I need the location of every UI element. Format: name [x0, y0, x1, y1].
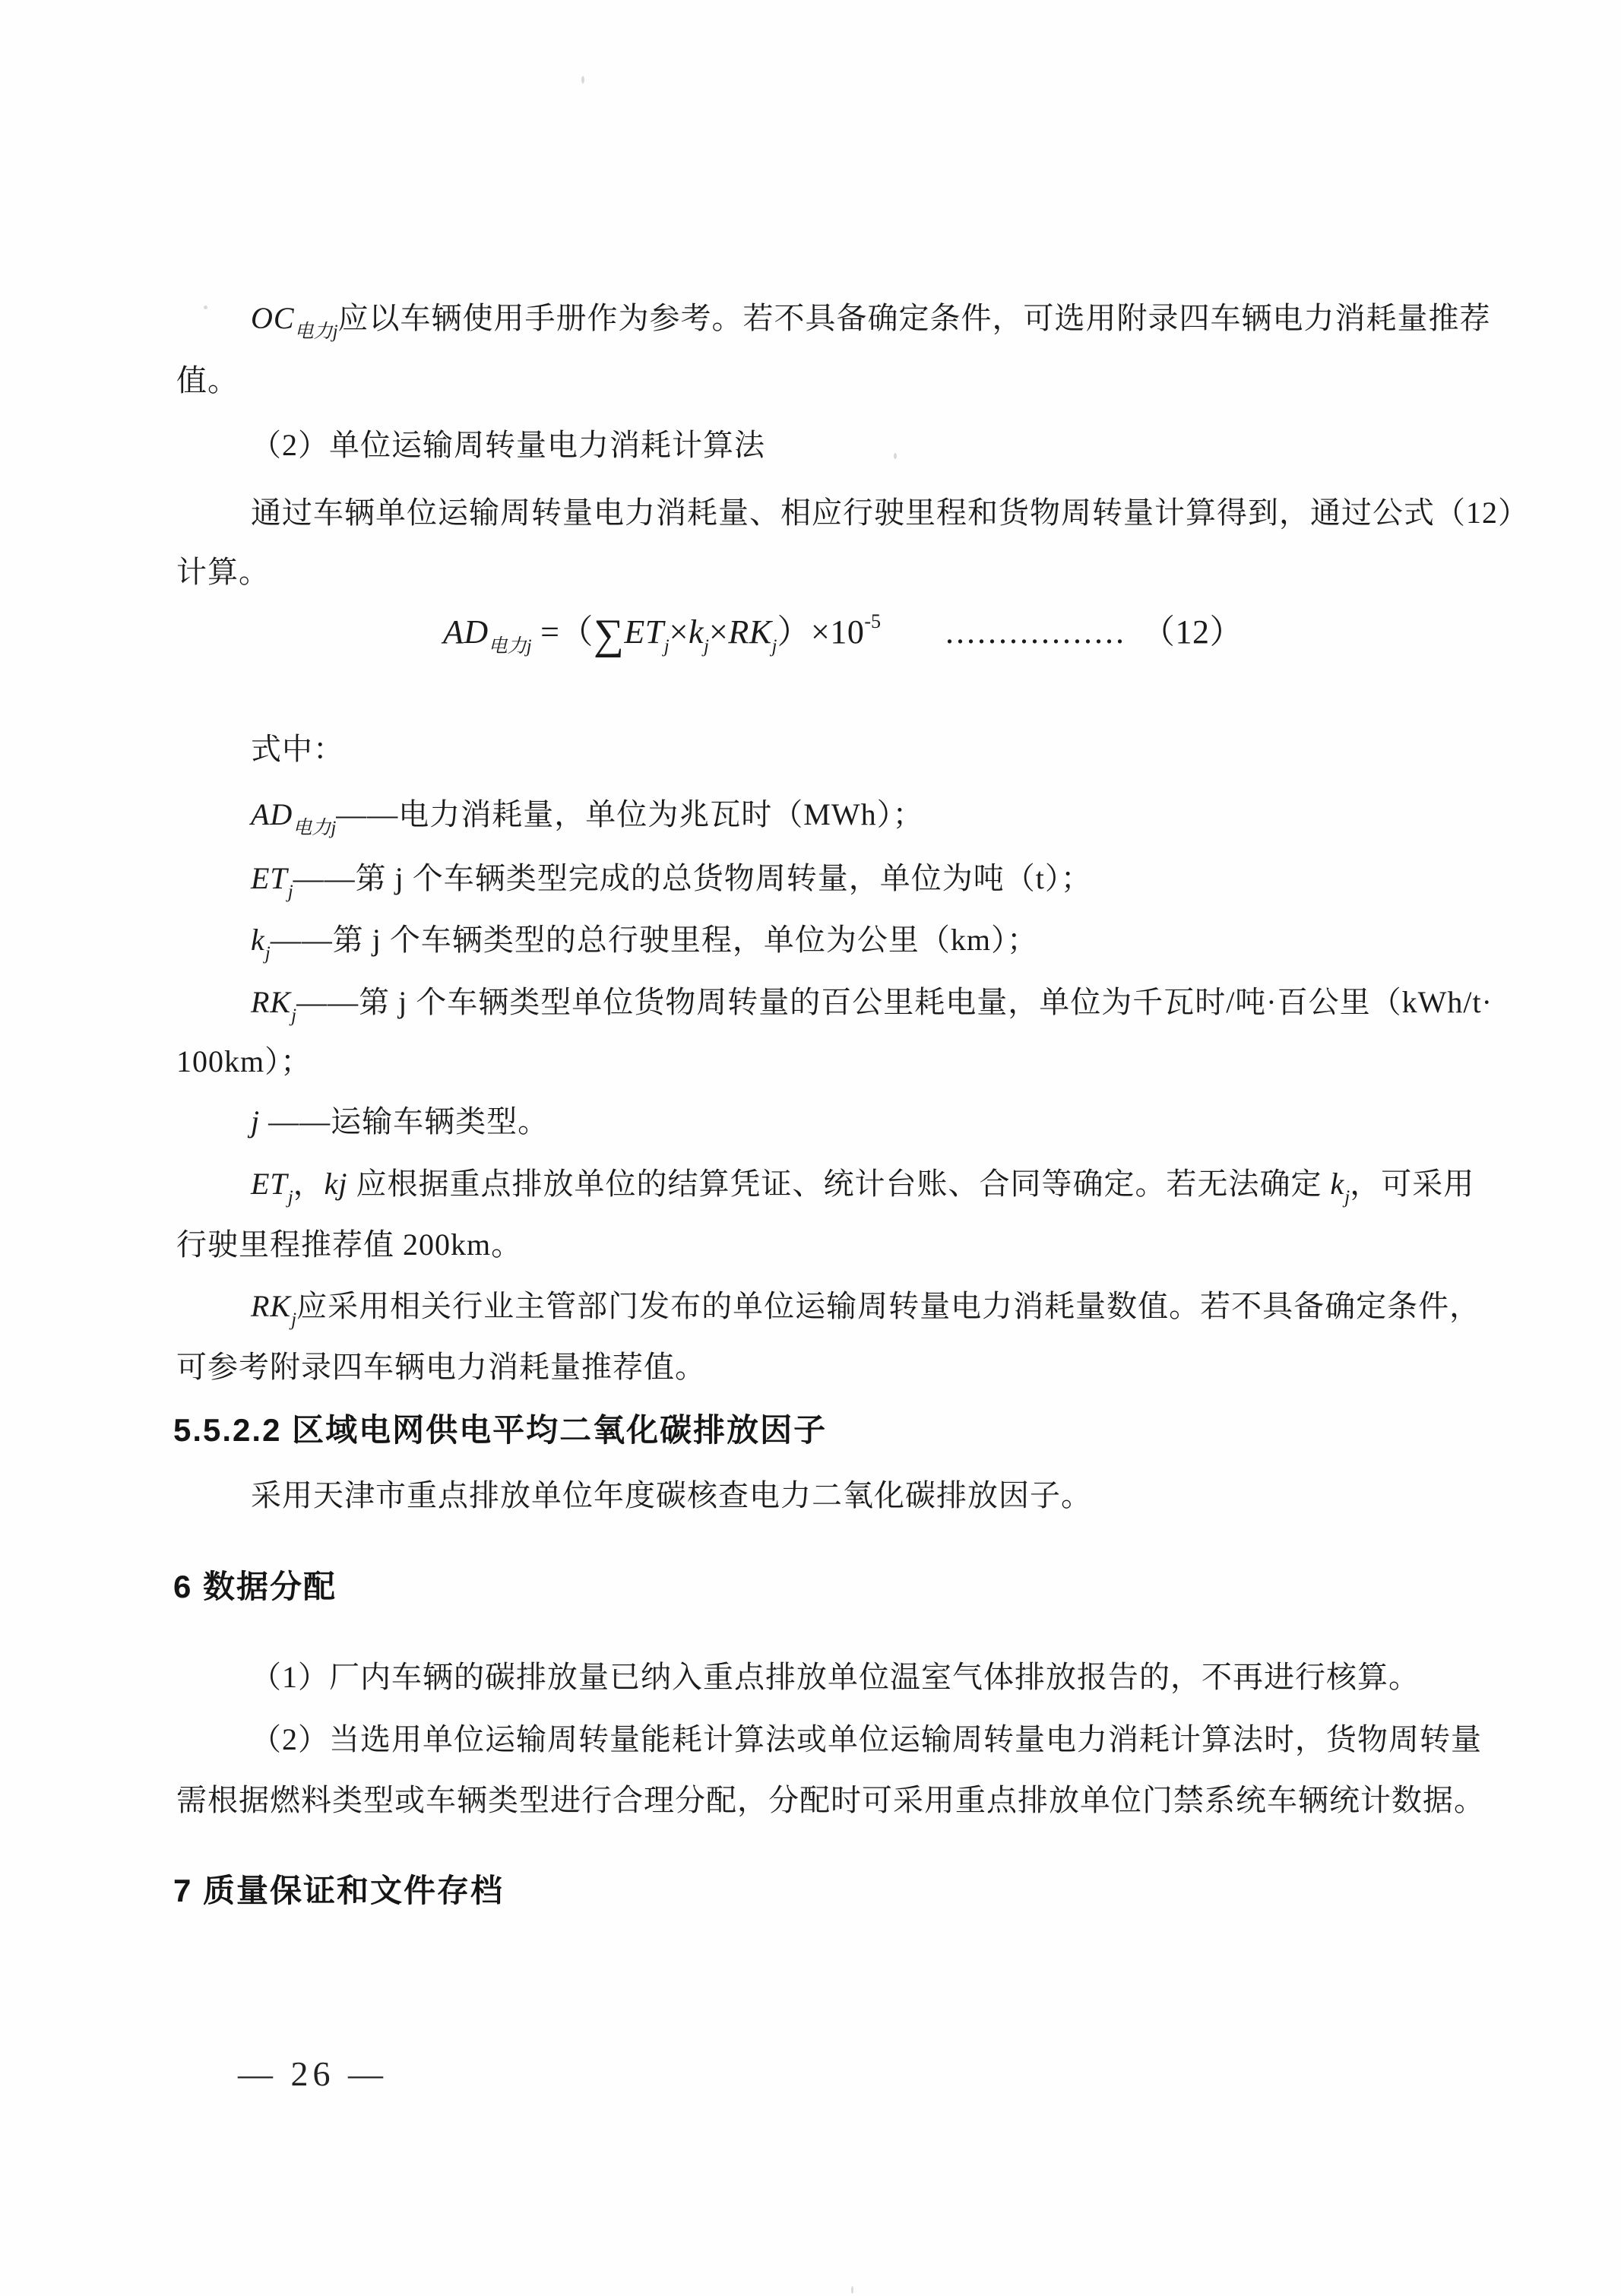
para-etj-kj-line1 [251, 1165, 1474, 1209]
section-heading-5-5-2-2: 5.5.2.2 区域电网供电平均二氧化碳排放因子 [173, 1412, 828, 1448]
comma-sep: ， [293, 1167, 325, 1201]
definition-et-text: ——第 j 个车辆类型完成的总货物周转量，单位为吨（t）； [293, 861, 1092, 895]
var-et-inline-subscript: j [287, 1187, 293, 1208]
formula-k: k [689, 613, 704, 651]
para-method-desc-line2: 计算。 [176, 555, 270, 589]
formula-times-2: × [708, 613, 729, 651]
para-method-desc-line1: 通过车辆单位运输周转量电力消耗量、相应行驶里程和货物周转量计算得到，通过公式（12） [251, 496, 1529, 530]
scan-speck [204, 306, 207, 309]
scan-speck [851, 2286, 853, 2294]
para-tianjin-factor: 采用天津市重点排放单位年度碳核查电力二氧化碳排放因子。 [251, 1478, 1092, 1512]
formula-et: ET [624, 613, 664, 651]
definition-rk-line2: 100km）； [176, 1044, 312, 1078]
method-2-title: （2）单位运输周转量电力消耗计算法 [251, 428, 765, 462]
para-oc-reference-line2: 值。 [176, 363, 239, 397]
var-et-subscript: j [287, 882, 293, 902]
formula-dot-leader: ................. [945, 613, 1126, 651]
var-rk-inline-subscript: j [291, 1310, 297, 1330]
var-oc: OC [251, 301, 295, 335]
definition-j-text: ——运输车辆类型。 [260, 1104, 549, 1138]
definition-et [251, 860, 1092, 904]
definition-rk-line1 [251, 983, 1493, 1028]
var-ad: AD [251, 797, 293, 831]
sigma-sum-symbol: ∑ [593, 611, 625, 658]
formula-close-mul: ）×10 [777, 613, 865, 651]
definition-ad-text: ——电力消耗量，单位为兆瓦时（MWh）； [336, 797, 924, 831]
formula-et-subscript: j [663, 636, 670, 657]
para-allocation-item2-line2: 需根据燃料类型或车辆类型进行合理分配，分配时可采用重点排放单位门禁系统车辆统计数据。 [176, 1783, 1485, 1817]
where-label: 式中： [251, 732, 344, 766]
formula-k-subscript: j [704, 636, 709, 657]
formula-12 [443, 608, 1243, 661]
scan-speck [581, 76, 584, 84]
para-oc-reference-line1 [251, 299, 1491, 344]
definition-ad [251, 796, 924, 840]
formula-exponent: -5 [864, 610, 881, 632]
var-et-inline: ET [251, 1167, 288, 1201]
para-allocation-item2-line1: （2）当选用单位运输周转量能耗计算法或单位运输周转量电力消耗计算法时，货物周转量 [251, 1722, 1482, 1756]
var-k-inline-subscript: j [1344, 1187, 1350, 1208]
var-oc-subscript: 电力j [294, 321, 338, 342]
definition-j [251, 1103, 549, 1141]
var-et: ET [251, 861, 288, 895]
formula-rk: RK [728, 613, 772, 651]
para-rkj-source-line1 [251, 1287, 1480, 1332]
var-rk: RK [251, 985, 292, 1019]
var-rk-inline: RK [251, 1289, 292, 1323]
formula-equals-open: =（ [531, 613, 594, 651]
para-rkj-source-text: 应采用相关行业主管部门发布的单位运输周转量电力消耗量数值。若不具备确定条件， [296, 1289, 1481, 1323]
section-heading-6: 6 数据分配 [173, 1569, 337, 1604]
definition-k [251, 921, 1038, 965]
para-allocation-item1: （1）厂内车辆的碳排放量已纳入重点排放单位温室气体排放报告的，不再进行核算。 [251, 1660, 1420, 1694]
para-rkj-source-line2: 可参考附录四车辆电力消耗量推荐值。 [176, 1350, 706, 1384]
formula-lhs-subscript: 电力j [488, 636, 532, 657]
var-kj-inline: kj [324, 1167, 348, 1201]
var-k: k [251, 923, 265, 957]
var-k-subscript: j [264, 943, 271, 964]
var-rk-subscript: j [291, 1005, 297, 1026]
formula-equation-number: （12） [1141, 613, 1243, 651]
scan-speck [894, 453, 897, 459]
para-etj-kj-tail: ，可采用 [1350, 1167, 1475, 1201]
definition-k-text: ——第 j 个车辆类型的总行驶里程，单位为公里（km）； [270, 923, 1038, 957]
var-k-inline: k [1330, 1167, 1345, 1201]
para-etj-kj-text: 应根据重点排放单位的结算凭证、统计台账、合同等确定。若无法确定 [347, 1167, 1331, 1201]
formula-times-1: × [669, 613, 689, 651]
var-ad-subscript: 电力j [293, 818, 337, 838]
definition-rk-text: ——第 j 个车辆类型单位货物周转量的百公里耗电量，单位为千瓦时/吨·百公里（kWh/t· [296, 985, 1493, 1019]
var-j: j [251, 1104, 261, 1138]
formula-rk-subscript: j [771, 636, 777, 657]
formula-lhs: AD [443, 613, 489, 651]
para-oc-reference-text: 应以车辆使用手册作为参考。若不具备确定条件，可选用附录四车辆电力消耗量推荐 [337, 301, 1491, 335]
page-number: — 26 — [238, 2054, 388, 2093]
section-heading-7: 7 质量保证和文件存档 [173, 1873, 505, 1908]
para-etj-kj-line2: 行驶里程推荐值 200km。 [176, 1227, 523, 1262]
